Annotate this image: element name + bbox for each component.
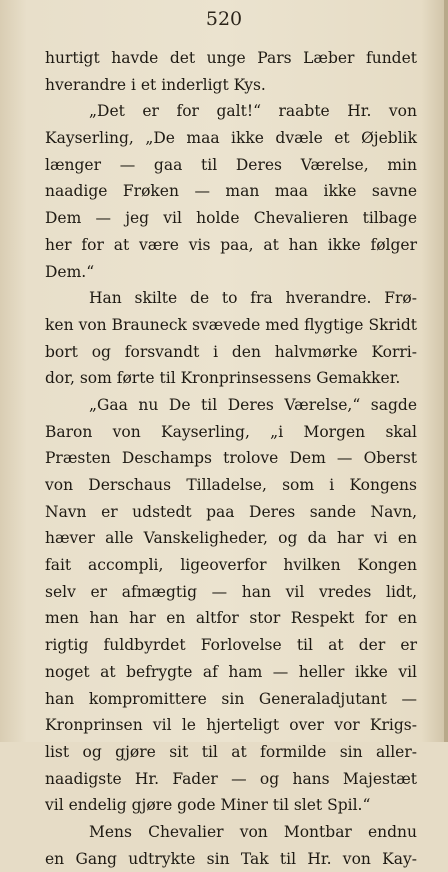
text-line: Dem — jeg vil holde Chevalieren tilbage	[45, 209, 417, 228]
text-line: Dem.“	[45, 262, 95, 281]
body-text	[45, 45, 417, 872]
text-line: han kompromittere sin Generaladjutant —	[45, 689, 417, 708]
text-line: Han skilte de to fra hverandre. Frø-	[89, 289, 417, 308]
text-line: rigtig fuldbyrdet Forlovelse til at der er	[45, 636, 417, 655]
text-line: noget at befrygte af ham — heller ikke vil	[45, 662, 417, 681]
text-line: længer — gaa til Deres Værelse, min	[45, 155, 417, 174]
text-line: list og gjøre sit til at formilde sin aller-	[45, 742, 417, 761]
text-line: fait accompli, ligeoverfor hvilken Kongen	[45, 556, 417, 575]
text-line: Kronprinsen vil le hjerteligt over vor Krigs-	[45, 716, 417, 735]
text-line: „Gaa nu De til Deres Værelse,“ sagde	[89, 395, 417, 414]
text-line: men han har en altfor stor Respekt for en	[45, 609, 417, 628]
text-line: naadige Frøken — man maa ikke savne	[45, 182, 417, 201]
text-line: bort og forsvandt i den halvmørke Korri-	[45, 342, 417, 361]
text-line: hurtigt havde det unge Pars Læber fundet	[45, 49, 417, 67]
text-line: vil endelig gjøre gode Miner til slet Spil.“	[45, 796, 371, 815]
text-line: en Gang udtrykte sin Tak til Hr. von Kay-	[45, 849, 417, 868]
text-line: hæver alle Vanskeligheder, og da har vi en	[45, 529, 417, 548]
text-line: selv er afmægtig — han vil vredes lidt,	[45, 582, 417, 601]
text-line: her for at være vis paa, at han ikke følger	[45, 235, 417, 254]
text-line: Præsten Deschamps trolove Dem — Oberst	[45, 449, 417, 468]
text-line: dor, som førte til Kronprinsessens Gemakker.	[45, 369, 401, 388]
text-line: Baron von Kayserling, „i Morgen skal	[45, 422, 417, 441]
text-line: ken von Brauneck svævede med flygtige Skridt	[45, 315, 417, 334]
text-line: Navn er udstedt paa Deres sande Navn,	[45, 502, 417, 521]
text-line: von Derschaus Tilladelse, som i Kongens	[45, 476, 417, 494]
text-line: „Det er for galt!“ raabte Hr. von	[89, 102, 417, 121]
text-line: hverandre i et inderligt Kys.	[45, 75, 266, 94]
page-number: 520	[205, 8, 243, 30]
text-line: naadigste Hr. Fader — og hans Majestæt	[45, 769, 417, 788]
page-edge	[444, 0, 448, 742]
text-line: Kayserling, „De maa ikke dvæle et Øjeblik	[45, 129, 417, 148]
text-line: Mens Chevalier von Montbar endnu	[89, 822, 417, 841]
